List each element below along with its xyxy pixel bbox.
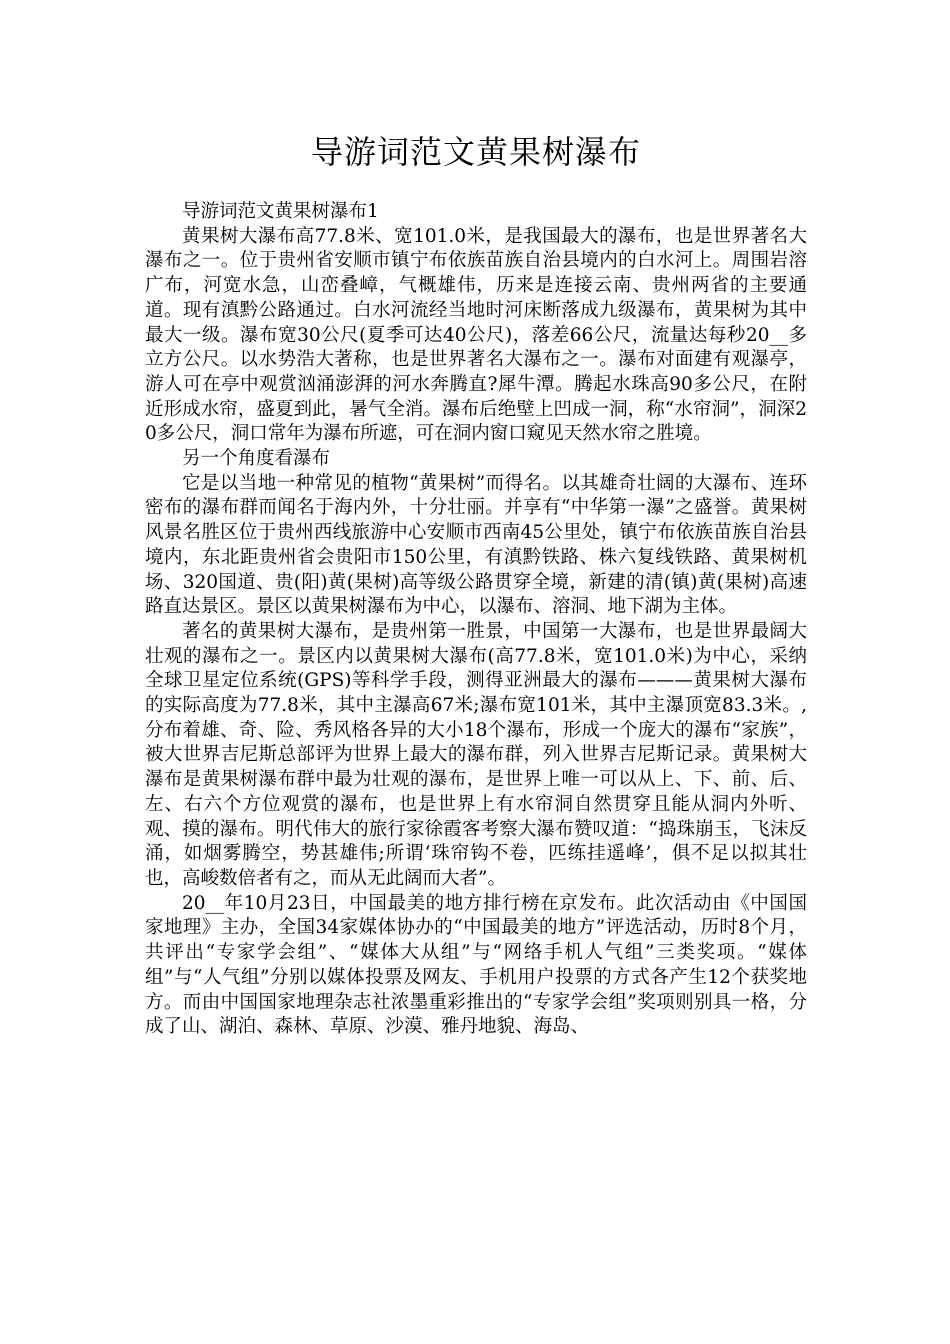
document-page — [145, 128, 807, 1040]
paragraph-name-origin: 它是以当地一种常见的植物“黄果树”而得名。以其雄奇壮阔的大瀑布、连环密布的瀑布群而闻名于海内外，十分壮丽。并享有“中华第一瀑”之盛誉。黄果树风景名胜区位于贵州西线旅游中心安顺市西南45公里处，镇宁布依族苗族自治县境内，东北距贵州省会贵阳市150公里，有滇黔铁路、株六复线铁路、黄果树机场、320国道、贵(阳)黄(果树)高等级公路贯穿全境，新建的清(镇)黄(果树)高速路直达景区。景区以黄果树瀑布为中心，以瀑布、溶洞、地下湖为主体。 — [145, 472, 807, 618]
paragraph-ranking: 20__年10月23日，中国最美的地方排行榜在京发布。此次活动由《中国国家地理》主办，全国34家媒体协办的“中国最美的地方”评选活动，历时8个月，共评出“专家学会组”、“媒体大从组”与“网络手机人气组”三类奖项。“媒体组”与“人气组”分别以媒体投票及网友、手机用户投票的方式各产生12个获奖地方。而由中国国家地理杂志社浓墨重彩推出的“专家学会组”奖项则别具一格，分成了山、湖泊、森林、草原、沙漠、雅丹地貌、海岛、 — [145, 892, 807, 1038]
document-title: 导游词范文黄果树瀑布 — [310, 133, 641, 171]
paragraph-famous-waterfall: 著名的黄果树大瀑布，是贵州第一胜景，中国第一大瀑布，也是世界最阔大壮观的瀑布之一。景区内以黄果树大瀑布(高77.8米，宽101.0米)为中心，采纳全球卫星定位系统(GPS)等科学手段，测得亚洲最大的瀑布———黄果树大瀑布的实际高度为77.8米，其中主瀑高67米;瀑布宽101米，其中主瀑顶宽83.3米。,分布着雄、奇、险、秀风格各异的大小18个瀑布，形成一个庞大的瀑布“家族”，被大世界吉尼斯总部评为世界上最大的瀑布群，列入世界吉尼斯记录。黄果树大瀑布是黄果树瀑布群中最为壮观的瀑布，是世界上唯一可以从上、下、前、后、左、右六个方位观赏的瀑布，也是世界上有水帘洞自然贯穿且能从洞内外听、观、摸的瀑布。明代伟大的旅行家徐霞客考察大瀑布赞叹道：“捣珠崩玉，飞沫反涌，如烟雾腾空，势甚雄伟;所谓‘珠帘钩不卷，匹练挂遥峰’，俱不足以拟其壮也，高峻数倍者有之，而从无此阔而大者”。 — [145, 620, 807, 889]
paragraph-heading-another-angle: 另一个角度看瀑布 — [182, 448, 331, 470]
paragraph-subtitle: 导游词范文黄果树瀑布1 — [182, 201, 379, 222]
paragraph-intro: 黄果树大瀑布高77.8米、宽101.0米，是我国最大的瀑布，也是世界著名大瀑布之一。位于贵州省安顺市镇宁布依族苗族自治县境内的白水河上。周围岩溶广布，河宽水急，山峦叠嶂，气概雄伟，历来是连接云南、贵州两省的主要通道。现有滇黔公路通过。白水河流经当地时河床断落成九级瀑布，黄果树为其中最大一级。瀑布宽30公尺(夏季可达40公尺)，落差66公尺，流量达每秒20__多立方公尺。以水势浩大著称，也是世界著名大瀑布之一。瀑布对面建有观瀑亭，游人可在亭中观赏汹涌澎湃的河水奔腾直?犀牛潭。腾起水珠高90多公尺，在附近形成水帘，盛夏到此，暑气全消。瀑布后绝壁上凹成一洞，称“水帘洞”，洞深20多公尺，洞口常年为瀑布所遮，可在洞内窗口窥见天然水帘之胜境。 — [145, 225, 807, 445]
